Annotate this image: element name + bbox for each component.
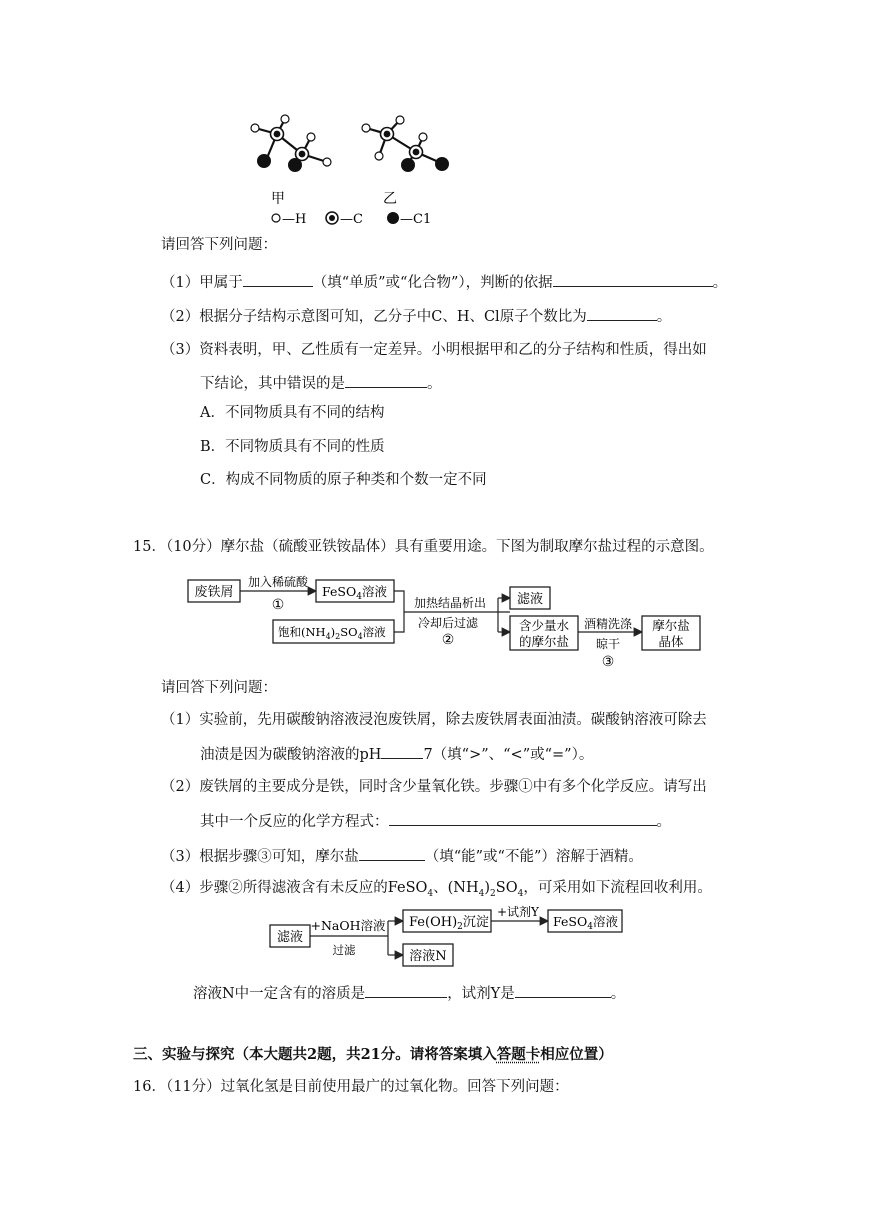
flow-wet2: 的摩尔盐 (518, 634, 570, 649)
q14-option-a: A．不同物质具有不同的结构 (200, 405, 385, 421)
flow-heat1: 加热结晶析出 (413, 596, 487, 610)
answer-blank[interactable] (345, 373, 427, 388)
flow-product1: 摩尔盐 (652, 618, 690, 633)
flow-add-acid: 加入稀硫酸 (247, 575, 309, 589)
flow-feso4: FeSO$_4$溶液 (322, 584, 387, 602)
q15-part2-line1: （2）废铁屑的主要成分是铁，同时含少量氧化铁。步骤①中有多个化学反应。请写出 (161, 779, 707, 795)
legend-cl: —C1 (400, 212, 432, 227)
q15-p2-text-c: 。 (656, 814, 671, 830)
q14-p1-text-b: （填“单质”或“化合物”），判断的依据 (312, 275, 553, 291)
sub: 4 (427, 888, 434, 899)
section3-title-a: 三、实验与探究（本大题共2题，共21分。请将答案填入 (133, 1046, 497, 1063)
q14-p1-text-a: （1）甲属于 (161, 275, 243, 291)
flow-wet1: 含少量水 (518, 618, 570, 633)
answer-blank[interactable] (243, 272, 313, 287)
flow2-naoh: +NaOH溶液 (310, 918, 386, 933)
q15-last-a: 溶液N中一定含有的溶质是 (193, 986, 366, 1002)
q14-p3-text-c: 。 (427, 376, 442, 392)
q14-option-b: B．不同物质具有不同的性质 (200, 439, 385, 455)
q14-p2-text-a: （2）根据分子结构示意图可知，乙分子中C、H、Cl原子个数比为 (161, 309, 587, 325)
section3-title-emph: 答题卡 (496, 1046, 541, 1063)
sub: 4 (517, 888, 524, 899)
answer-blank[interactable] (515, 983, 611, 998)
label-jia: 甲 (271, 191, 285, 207)
q14-p2-text-b: 。 (656, 309, 672, 325)
flow-step1: ① (271, 597, 285, 613)
q15-last-b: ，试剂Y是 (447, 986, 515, 1002)
answer-blank[interactable] (389, 811, 657, 826)
q15-p2-text-b: 其中一个反应的化学方程式： (200, 814, 389, 830)
flow2-feso4: FeSO$_4$溶液 (553, 914, 618, 932)
q15-p4-text-e: ，可采用如下流程回收利用。 (523, 880, 712, 896)
flow-product2: 晶体 (658, 634, 684, 649)
flow-scrap: 废铁屑 (194, 585, 234, 600)
q14-part3-line1: （3）资料表明，甲、乙性质有一定差异。小明根据甲和乙的分子结构和性质，得出如 (161, 342, 707, 358)
flow-filtrate: 滤液 (516, 592, 544, 607)
molecule-diagram (240, 108, 470, 233)
sub: 2 (490, 888, 496, 899)
q15-p3-text-a: （3）根据步骤③可知，摩尔盐 (161, 849, 359, 865)
q14-p3-text-b: 下结论，其中错误的是 (200, 376, 345, 392)
q15-part1-line2 (200, 744, 593, 764)
legend-c: —C (340, 212, 363, 227)
molecule-yi-atoms (362, 116, 449, 172)
flow-step3: ③ (601, 654, 615, 670)
flowchart-mohr-salt (180, 570, 710, 672)
q15-p1-text-c: 7（填“>”、“<”或“=”）。 (423, 747, 594, 763)
q15-p3-text-b: （填“能”或“不能”）溶解于酒精。 (424, 849, 643, 865)
answer-blank[interactable] (587, 306, 657, 321)
flow2-reagent: +试剂Y (497, 905, 539, 919)
q15-part2-line2 (200, 811, 671, 831)
q14-intro: 请回答下列问题： (161, 237, 277, 253)
bracket-merge (394, 591, 404, 632)
answer-blank[interactable] (359, 846, 425, 861)
q15-part3 (161, 846, 643, 866)
q15-p4-text-b: 、(NH (433, 880, 479, 896)
legend-h: —H (282, 212, 307, 227)
flow-wash2: 晾干 (595, 637, 621, 651)
q15-part4 (161, 879, 712, 903)
q14-part1 (161, 272, 727, 292)
q15-p4-text-a: （4）步骤②所得滤液含有未反应的FeSO (161, 880, 428, 896)
answer-blank[interactable] (553, 272, 713, 287)
flow2-filter: 过滤 (332, 943, 356, 957)
label-yi: 乙 (383, 191, 397, 207)
q14-part2 (161, 306, 671, 326)
answer-blank[interactable] (381, 744, 423, 759)
q15-title: 15．（10分）摩尔盐（硫酸亚铁铵晶体）具有重要用途。下图为制取摩尔盐过程的示意图。 (133, 539, 714, 555)
q15-last (193, 983, 625, 1003)
q14-part3-line2 (200, 373, 442, 393)
molecule-jia-atoms (251, 115, 331, 172)
q15-last-c: 。 (610, 986, 626, 1002)
q16-title: 16．（11分）过氧化氢是目前使用最广的过氧化物。回答下列问题： (133, 1079, 569, 1095)
q14-option-c: C．构成不同物质的原子种类和个数一定不同 (200, 472, 487, 488)
q15-part1-line1: （1）实验前，先用碳酸钠溶液浸泡废铁屑，除去废铁屑表面油渍。碳酸钠溶液可除去 (161, 712, 707, 728)
flow-heat2: 冷却后过滤 (417, 616, 479, 630)
flow-step2: ② (441, 632, 455, 648)
flowchart-recycle (266, 905, 636, 970)
flow2-filtrate: 滤液 (276, 930, 304, 945)
q15-p4-text-d: SO (495, 880, 518, 896)
flow2-solN: 溶液N (409, 949, 447, 964)
q15-p1-text-b: 油渍是因为碳酸钠溶液的pH (200, 747, 382, 763)
answer-blank[interactable] (365, 983, 447, 998)
flow2-feoh: $Fe(OH)_2$沉淀 (409, 915, 489, 932)
section3-title (133, 1046, 613, 1064)
flow-nh4: 饱和$(NH_4)_2SO_4$溶液 (278, 625, 386, 641)
sub: 4 (478, 888, 485, 899)
q15-p4-text-c: ) (484, 880, 491, 896)
q14-p1-text-c: 。 (712, 275, 728, 291)
q15-intro: 请回答下列问题： (161, 680, 277, 696)
flow-wash1: 酒精洗涤 (583, 617, 633, 631)
section3-title-b: 相应位置） (540, 1046, 613, 1063)
atom-legend (272, 212, 431, 227)
